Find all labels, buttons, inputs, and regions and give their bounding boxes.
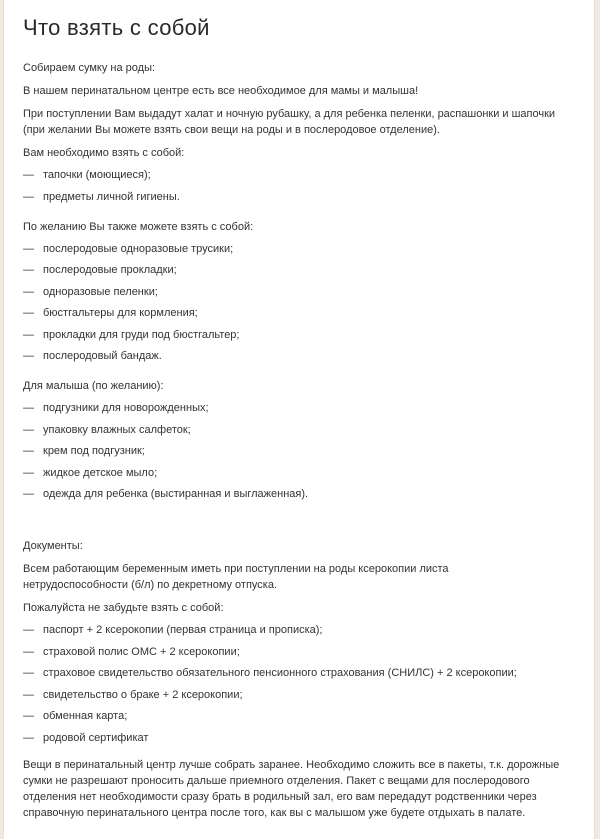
list-item [23, 343, 594, 365]
list-item-text: паспорт + 2 ксерокопии (первая страница и прописка); [43, 624, 323, 636]
dash-marker: — [23, 402, 34, 414]
dash-marker: — [23, 466, 34, 479]
intro-heading: Собираем сумку на роды: [23, 62, 156, 74]
list-item [23, 681, 594, 703]
dash-marker: — [23, 710, 34, 722]
list-item-text: послеродовый бандаж. [43, 350, 162, 362]
list-item [23, 438, 594, 460]
closing-paragraph [23, 746, 594, 822]
list-item-text: родовой сертификат [43, 731, 149, 744]
dash-marker: — [23, 264, 34, 276]
list-item-text: жидкое детское мыло; [43, 466, 158, 479]
dash-marker: — [23, 169, 34, 181]
page-title: Что взять с собой [23, 15, 210, 40]
dash-marker: — [23, 688, 34, 701]
list-item-text: прокладки для груди под бюстгальтер; [43, 328, 240, 341]
list-item [23, 481, 594, 503]
list-item [23, 300, 594, 322]
dash-marker: — [23, 350, 34, 362]
list-item-text: предметы личной гигиены. [43, 190, 180, 203]
paragraph-line: (при желании Вы можете взять свои вещи на роды и в послеродовое отделение). [23, 124, 440, 136]
optional-list [23, 235, 594, 365]
list-item [23, 638, 594, 660]
list-item-text: крем под подгузник; [43, 445, 145, 457]
list-item [23, 724, 594, 746]
dash-marker: — [23, 624, 34, 636]
list-item-text: упаковку влажных салфеток; [43, 423, 191, 436]
list-item [23, 235, 594, 257]
list-item-text: страховой полис ОМС + 2 ксерокопии; [43, 645, 240, 658]
list-item-text: свидетельство о браке + 2 ксерокопии; [43, 688, 243, 701]
dash-marker: — [23, 445, 34, 457]
paragraph-line: отделения нет необходимости сразу брать в родильный зал, его вам передадут родственники через [23, 791, 537, 803]
baby-heading: Для малыша (по желанию): [23, 380, 164, 392]
list-item [23, 703, 594, 725]
intro-provided-paragraph [23, 99, 594, 138]
documents-list [23, 616, 594, 746]
list-item [23, 183, 594, 205]
content-card [3, 0, 595, 839]
documents-reminder: Пожалуйста не забудьте взять с собой: [23, 602, 224, 614]
dash-marker: — [23, 328, 34, 341]
list-item [23, 257, 594, 279]
optional-heading: По желанию Вы также можете взять с собой: [23, 220, 254, 233]
list-item-text: бюстгальтеры для кормления; [43, 307, 198, 319]
required-list [23, 161, 594, 205]
paragraph-line: нетрудоспособности (б/л) по декретному отпуска. [23, 579, 278, 591]
baby-list [23, 394, 594, 502]
dash-marker: — [23, 285, 34, 298]
list-item-text: одноразовые пеленки; [43, 285, 158, 298]
list-item [23, 278, 594, 300]
dash-marker: — [23, 242, 34, 255]
paragraph-line: сумки не разрешают проносить дальше приемного отделения. Пакет с вещами для послеродового [23, 775, 530, 787]
dash-marker: — [23, 307, 34, 319]
list-item-text: обменная карта; [43, 710, 128, 722]
list-item-text: тапочки (моющиеся); [43, 169, 151, 181]
paragraph-line: При поступлении Вам выдадут халат и ночную рубашку, а для ребенка пеленки, распашонки и шапочки [23, 108, 556, 120]
list-item-text: страховое свидетельство обязательного пенсионного страхования (СНИЛС) + 2 ксерокопии; [43, 667, 517, 679]
list-item [23, 459, 594, 481]
dash-marker: — [23, 667, 34, 679]
intro-note: В нашем перинатальном центре есть все необходимое для мамы и малыша! [23, 85, 419, 97]
dash-marker: — [23, 423, 34, 436]
list-item-text: послеродовые прокладки; [43, 264, 177, 276]
list-item-text: подгузники для новорожденных; [43, 402, 209, 414]
dash-marker: — [23, 731, 34, 744]
list-item [23, 321, 594, 343]
paragraph-line: Всем работающим беременным иметь при поступлении на роды ксерокопии листа [23, 563, 449, 575]
dash-marker: — [23, 488, 34, 500]
dash-marker: — [23, 190, 34, 203]
list-item [23, 616, 594, 638]
list-item [23, 416, 594, 438]
documents-note-paragraph [23, 554, 594, 593]
documents-heading: Документы: [23, 540, 83, 552]
list-item-text: послеродовые одноразовые трусики; [43, 242, 234, 255]
list-item [23, 660, 594, 682]
paragraph-line: Вещи в перинатальный центр лучше собрать заранее. Необходимо сложить все в пакеты, т.к. дорожные [23, 759, 560, 771]
list-item-text: одежда для ребенка (выстиранная и выглаженная). [43, 488, 309, 500]
list-item [23, 394, 594, 416]
list-item [23, 161, 594, 183]
paragraph-line: справочную перинатального центра после того, как вы с малышом уже будете отдыхать в палате. [23, 807, 526, 819]
required-heading: Вам необходимо взять с собой: [23, 147, 185, 159]
dash-marker: — [23, 645, 34, 658]
